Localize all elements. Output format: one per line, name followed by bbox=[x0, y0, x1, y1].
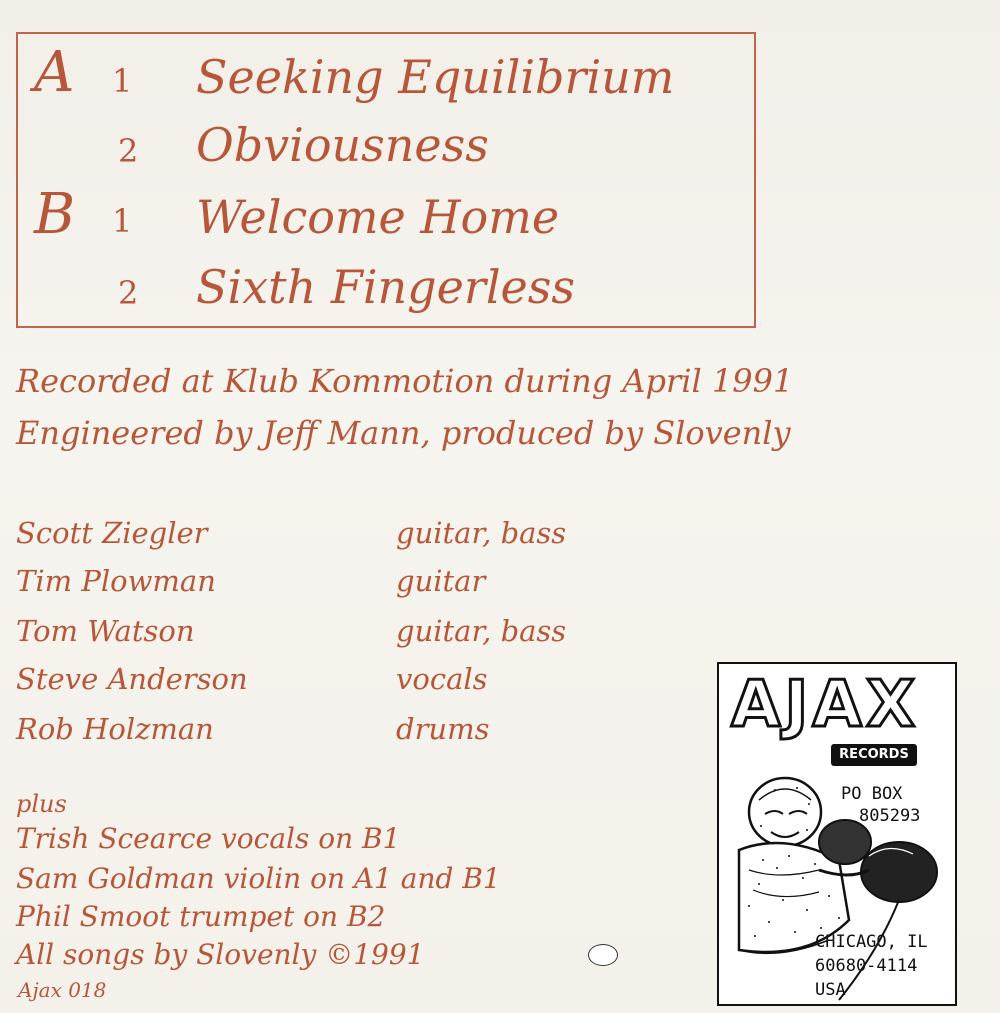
country-line: USA bbox=[815, 980, 846, 1000]
track-b1-number: 1 bbox=[112, 202, 133, 240]
songwriter-credit: All songs by Slovenly ©1991 bbox=[16, 938, 425, 971]
ajax-logo-title: AJAX bbox=[731, 668, 920, 742]
member-role: drums bbox=[396, 712, 490, 746]
member-name: Scott Ziegler bbox=[16, 516, 208, 550]
member-name: Steve Anderson bbox=[16, 662, 248, 696]
engineered-credit: Engineered by Jeff Mann, produced by Slovenly bbox=[16, 414, 791, 452]
recorded-credit: Recorded at Klub Kommotion during April 1991 bbox=[16, 362, 794, 400]
track-a1-number: 1 bbox=[112, 62, 133, 100]
member-name: Tom Watson bbox=[16, 614, 195, 648]
track-b1-title: Welcome Home bbox=[196, 190, 560, 244]
catalog-number: Ajax 018 bbox=[18, 978, 107, 1002]
guest-line: Trish Scearce vocals on B1 bbox=[16, 822, 401, 855]
po-box-line-1: PO BOX bbox=[841, 784, 903, 804]
track-a2-title: Obviousness bbox=[196, 118, 489, 172]
track-a1-title: Seeking Equilibrium bbox=[196, 50, 675, 104]
member-name: Rob Holzman bbox=[16, 712, 214, 746]
guest-line: Phil Smoot trumpet on B2 bbox=[16, 900, 386, 933]
track-b2-title: Sixth Fingerless bbox=[196, 260, 575, 314]
member-role: guitar, bass bbox=[396, 516, 567, 550]
member-name: Tim Plowman bbox=[16, 564, 216, 598]
zip-line: 60680-4114 bbox=[815, 956, 918, 976]
member-role: guitar, bass bbox=[396, 614, 567, 648]
side-b-label: B bbox=[34, 182, 76, 247]
track-b2-number: 2 bbox=[118, 274, 139, 312]
ajax-records-banner: RECORDS bbox=[831, 744, 917, 766]
member-role: guitar bbox=[396, 564, 486, 598]
city-line: CHICAGO, IL bbox=[815, 932, 928, 952]
union-stamp bbox=[588, 944, 618, 966]
member-role: vocals bbox=[396, 662, 488, 696]
ajax-records-logo bbox=[717, 662, 957, 1006]
guest-line: Sam Goldman violin on A1 and B1 bbox=[16, 862, 501, 895]
track-a2-number: 2 bbox=[118, 132, 139, 170]
plus-label: plus bbox=[16, 790, 67, 818]
side-a-label: A bbox=[34, 40, 75, 105]
po-box-line-2: 805293 bbox=[859, 806, 921, 826]
